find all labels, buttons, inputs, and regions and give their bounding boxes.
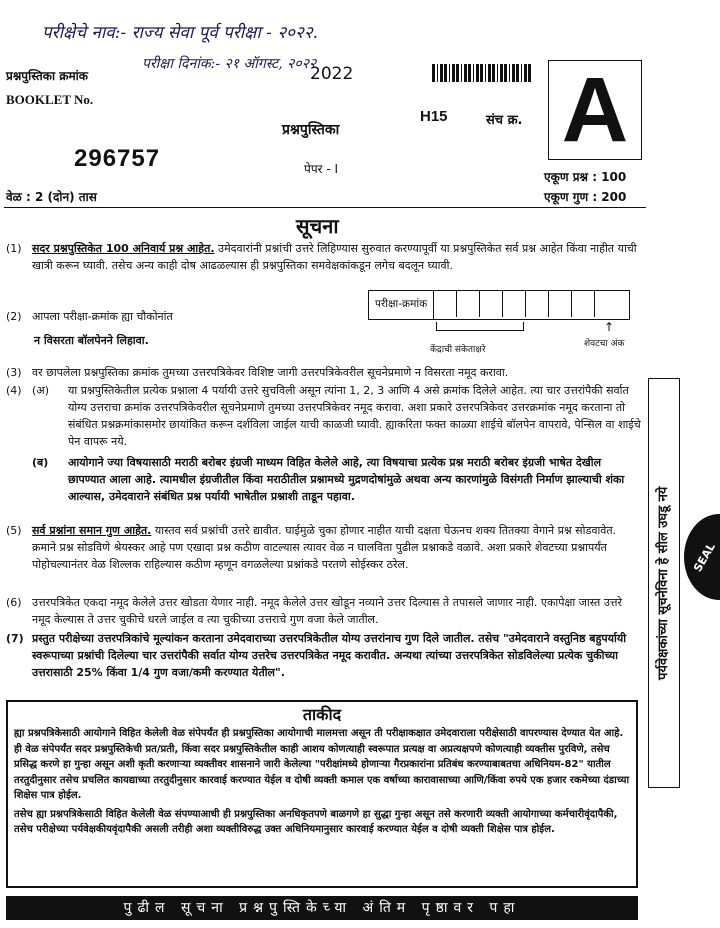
booklet-title: प्रश्नपुस्तिका bbox=[282, 122, 340, 138]
total-marks: एकूण गुण : 200 bbox=[544, 190, 627, 204]
roll-cell[interactable] bbox=[480, 291, 503, 317]
booklet-label-en: BOOKLET No. bbox=[6, 92, 94, 107]
roll-cell[interactable] bbox=[595, 291, 617, 317]
last-digit-arrow: ↑ bbox=[604, 320, 615, 334]
item-sub-number: (ब) bbox=[32, 456, 49, 469]
set-letter: A bbox=[561, 59, 629, 161]
item-number: (1) bbox=[6, 242, 22, 255]
roll-number-cells[interactable] bbox=[434, 291, 617, 319]
exam-year: 2022 bbox=[310, 64, 354, 84]
instruction-item-3 bbox=[6, 364, 642, 381]
instructions-heading: सूचना bbox=[296, 214, 339, 238]
seal-badge[interactable] bbox=[684, 514, 720, 600]
warning-para-2: तसेच ह्या प्रश्नपत्रिकेसाठी विहित केलेली वेळ संपण्याआधी ही प्रश्नपुस्तिका अनधिकृतपणे बाळगणे हा सुद्धा गुन्हा असून तसे करणारी व्यक्ती आयोगाच्या कर्मचारीवृंदापैकी, तसेच परीक्षेच्या पर्यवेक्षकीयवृंदापैकी असली तरीही अशा व्यक्तीविरुद्ध उक्त अधिनियमानुसार कारवाई करण्यात येईल व दोषी व्यक्ती शिक्षेस पात्र होईल. bbox=[14, 808, 618, 835]
roll-cell[interactable] bbox=[434, 291, 457, 317]
instruction-item-5 bbox=[6, 522, 642, 573]
item-text: वर छापलेला प्रश्नपुस्तिका क्रमांक तुमच्या उत्तरपत्रिकेवर विशिष्ट जागी उत्तरपत्रिकेवरील सूचनेप्रमाणे न विसरता नमूद करावा. bbox=[32, 366, 509, 379]
item-text: आयोगाने ज्या विषयासाठी मराठी बरोबर इंग्रजी माध्यम विहित केलेले आहे, त्या विषयाचा प्रत्येक प्रश्न मराठी बरोबर इंग्रजी भाषेत देखील छापण्यात आला आहे. त्यामधील इंग्रजीतील किंवा मराठीतील प्रश्नामध्ये मुद्रणदोषांमुळे अथवा अन्य कारणांमुळे विसंगती निर्माण झाल्याची शंका आल्यास, उमेदवाराने संबंधित प्रश्न पर्यायी भाषेतील प्रश्नाशी ताडून पहावा. bbox=[68, 456, 625, 503]
instruction-item-1 bbox=[6, 240, 642, 274]
paper-number: पेपर - I bbox=[304, 162, 339, 176]
instruction-item-7 bbox=[6, 630, 642, 681]
instruction-item-4b bbox=[6, 454, 642, 505]
item-text: यास्तव सर्व प्रश्नांची उत्तरे द्यावीत. घाईमुळे चुका होणार नाहीत याची दक्षता घेऊनच शक्य तितक्या वेगाने प्रश्न सोडवावेत. क्रमाने प्रश्न सोडविणे श्रेयस्कर आहे पण एखादा प्रश्न कठीण वाटल्यास त्यावर वेळ न घालविता पुढील प्रश्नाकडे वळावे. अशा प्रकारे शेवटच्या प्रश्नापर्यंत पोहोचल्यानंतर वेळ शिल्लक राहिल्यास कठीण म्हणून वगळलेल्या प्रश्नांकडे परतणे सोईस्कर ठरेल. bbox=[32, 524, 617, 571]
set-letter-box bbox=[548, 60, 642, 160]
roll-cell[interactable] bbox=[526, 291, 549, 317]
instruction-item-4a bbox=[6, 382, 642, 450]
item-text: प्रस्तुत परीक्षेच्या उत्तरपत्रिकांचे मूल्यांकन करताना उमेदवाराच्या उत्तरपत्रिकेतील योग्य उत्तरांनाच गुण दिले जातील. तसेच "उमेदवाराने वस्तुनिष्ठ बहुपर्यायी स्वरूपाच्या प्रश्नांची दिलेल्या चार उत्तरांपैकी सर्वात योग्य उत्तरेच उत्तरपत्रिकेत नमूद करावीत. अन्यथा त्यांच्या उत्तरपत्रिकेत सोडविलेल्या प्रत्येक चुकीच्या उत्तरासाठी 25% किंवा 1/4 गुण वजा/कमी करण्यात येतील". bbox=[32, 632, 627, 679]
item-number: (5) bbox=[6, 524, 22, 537]
centre-code-bracket bbox=[436, 322, 524, 331]
item-number bbox=[6, 454, 32, 505]
set-label: संच क्र. bbox=[486, 113, 523, 128]
item-number: (3) bbox=[6, 366, 22, 379]
warning-heading: ताकीद bbox=[302, 705, 342, 724]
seal-text: SEAL bbox=[690, 540, 718, 574]
item-number: (4) bbox=[6, 384, 22, 397]
item-lead: सदर प्रश्नपुस्तिकेत 100 अनिवार्य प्रश्न आहेत. bbox=[32, 242, 215, 255]
item-number: (2) bbox=[6, 310, 22, 323]
side-strip-text: पर्यवेक्षकांच्या सूचनेविना हे सील उघडू नये bbox=[656, 486, 671, 680]
booklet-number: 296757 bbox=[74, 145, 161, 172]
roll-cell[interactable] bbox=[457, 291, 480, 317]
side-seal-strip bbox=[648, 378, 680, 788]
barcode bbox=[432, 64, 532, 82]
warning-para-1: ह्या प्रश्नपत्रिकेसाठी आयोगाने विहित केलेली वेळ संपेपर्यंत ही प्रश्नपुस्तिका आयोगाची मालमत्ता असून ती परीक्षाकक्षात उमेदवाराला परीक्षेसाठी वापरण्यास देण्यात येत आहे. ही वेळ संपेपर्यंत सदर प्रश्नपुस्तिकेची प्रत/प्रती, किंवा सदर प्रश्नपुस्तिकेतील काही आशय कोणत्याही स्वरूपात प्रत्यक्ष वा अप्रत्यक्षपणे कोणत्याही व्यक्तीस पुरविणे, तसेच प्रसिद्ध करणे हा गुन्हा असून अशी कृती करणाऱ्या व्यक्तीवर शासनाने जारी केलेल्या "परीक्षांमध्ये होणाऱ्या गैरप्रकारांना प्रतिबंध करण्याबाबतचा अधिनियम-82" यातील तरतुदीनुसार तसेच प्रचलित कायद्याच्या तरतुदीनुसार कारवाई करण्यात येईल व दोषी व्यक्ती कमाल एक वर्षाच्या कारावासाच्या आणि/किंवा रुपये एक हजार रकमेच्या दंडाच्या शिक्षेस पात्र होईल. bbox=[14, 728, 630, 801]
time-allowed: वेळ : 2 (दोन) तास bbox=[6, 190, 97, 204]
roll-cell[interactable] bbox=[549, 291, 572, 317]
last-digit-label: शेवटचा अंक bbox=[584, 339, 625, 349]
item-number: (6) bbox=[6, 596, 22, 609]
total-questions: एकूण प्रश्न : 100 bbox=[544, 170, 627, 184]
item-text: या प्रश्नपुस्तिकेतील प्रत्येक प्रश्नाला 4 पर्यायी उत्तरे सुचविली असून त्यांना 1, 2, 3 आणि 4 असे क्रमांक दिलेले आहेत. त्या चार उत्तरांपैकी सर्वात योग्य उत्तराचा क्रमांक उत्तरपत्रिकेवरील सूचनेप्रमाणे तुमच्या उत्तरपत्रिकेवर नमूद करावा. अशा प्रकारे उत्तरपत्रिकेवर उत्तरक्रमांक नमूद करताना तो संबंधित प्रश्नक्रमांकासमोर छायांकित करून दर्शविला जाईल याची काळजी घ्यावी. ह्याकरिता फक्त काळ्या शाईचे बॉलपेन वापरावे, पेन्सिल वा शाईचे पेन वापरू नये. bbox=[68, 384, 641, 448]
roll-number-box bbox=[368, 290, 630, 320]
item-text: उमेदवारांनी प्रश्नांची उत्तरे लिहिण्यास सुरुवात करण्यापूर्वी या प्रश्नपुस्तिकेत सर्व प्रश्न आहेत किंवा नाहीत याची खात्री करून घ्यावी. तसेच अन्य काही दोष आढळल्यास ही प्रश्नपुस्तिका समवेक्षकांकडून लगेच बदलून घ्यावी. bbox=[32, 242, 637, 272]
warning-box bbox=[6, 700, 638, 888]
footer-strip: पुढील सूचना प्रश्नपुस्तिकेच्या अंतिम पृष्ठावर पहा bbox=[6, 896, 638, 920]
instruction-item-6 bbox=[6, 594, 642, 628]
handwritten-exam-name: परीक्षेचे नाव:- राज्य सेवा पूर्व परीक्षा - २०२२. bbox=[42, 23, 319, 43]
item-text: आपला परीक्षा-क्रमांक ह्या चौकोनांत bbox=[32, 310, 173, 323]
item-2-bold-line: न विसरता बॉलपेनने लिहावा. bbox=[34, 334, 149, 347]
item-number: (7) bbox=[6, 632, 24, 645]
booklet-label-mr: प्रश्नपुस्तिका क्रमांक bbox=[6, 69, 88, 83]
item-text: उत्तरपत्रिकेत एकदा नमूद केलेले उत्तर खोडता येणार नाही. नमूद केलेले उत्तर खोडून नव्याने उत्तर दिल्यास ते तपासले जाणार नाही. एकापेक्षा जास्त उत्तरे नमूद केल्यास ते उत्तर चुकीचे धरले जाईल व त्या चुकीच्या उत्तराचे गुण वजा केले जातील. bbox=[32, 596, 622, 626]
paper-code: H15 bbox=[420, 108, 448, 125]
centre-code-label: केंद्राची संकेताक्षरे bbox=[430, 345, 486, 355]
roll-cell[interactable] bbox=[503, 291, 526, 317]
roll-number-label: परीक्षा-क्रमांक bbox=[369, 291, 434, 319]
header-divider bbox=[4, 207, 646, 208]
instruction-item-2 bbox=[6, 308, 346, 325]
item-sub-number: (अ) bbox=[32, 384, 49, 397]
roll-cell[interactable] bbox=[572, 291, 595, 317]
item-lead: सर्व प्रश्नांना समान गुण आहेत. bbox=[32, 524, 152, 537]
handwritten-exam-date: परीक्षा दिनांक:- २१ ऑगस्ट, २०२२ bbox=[142, 56, 317, 72]
